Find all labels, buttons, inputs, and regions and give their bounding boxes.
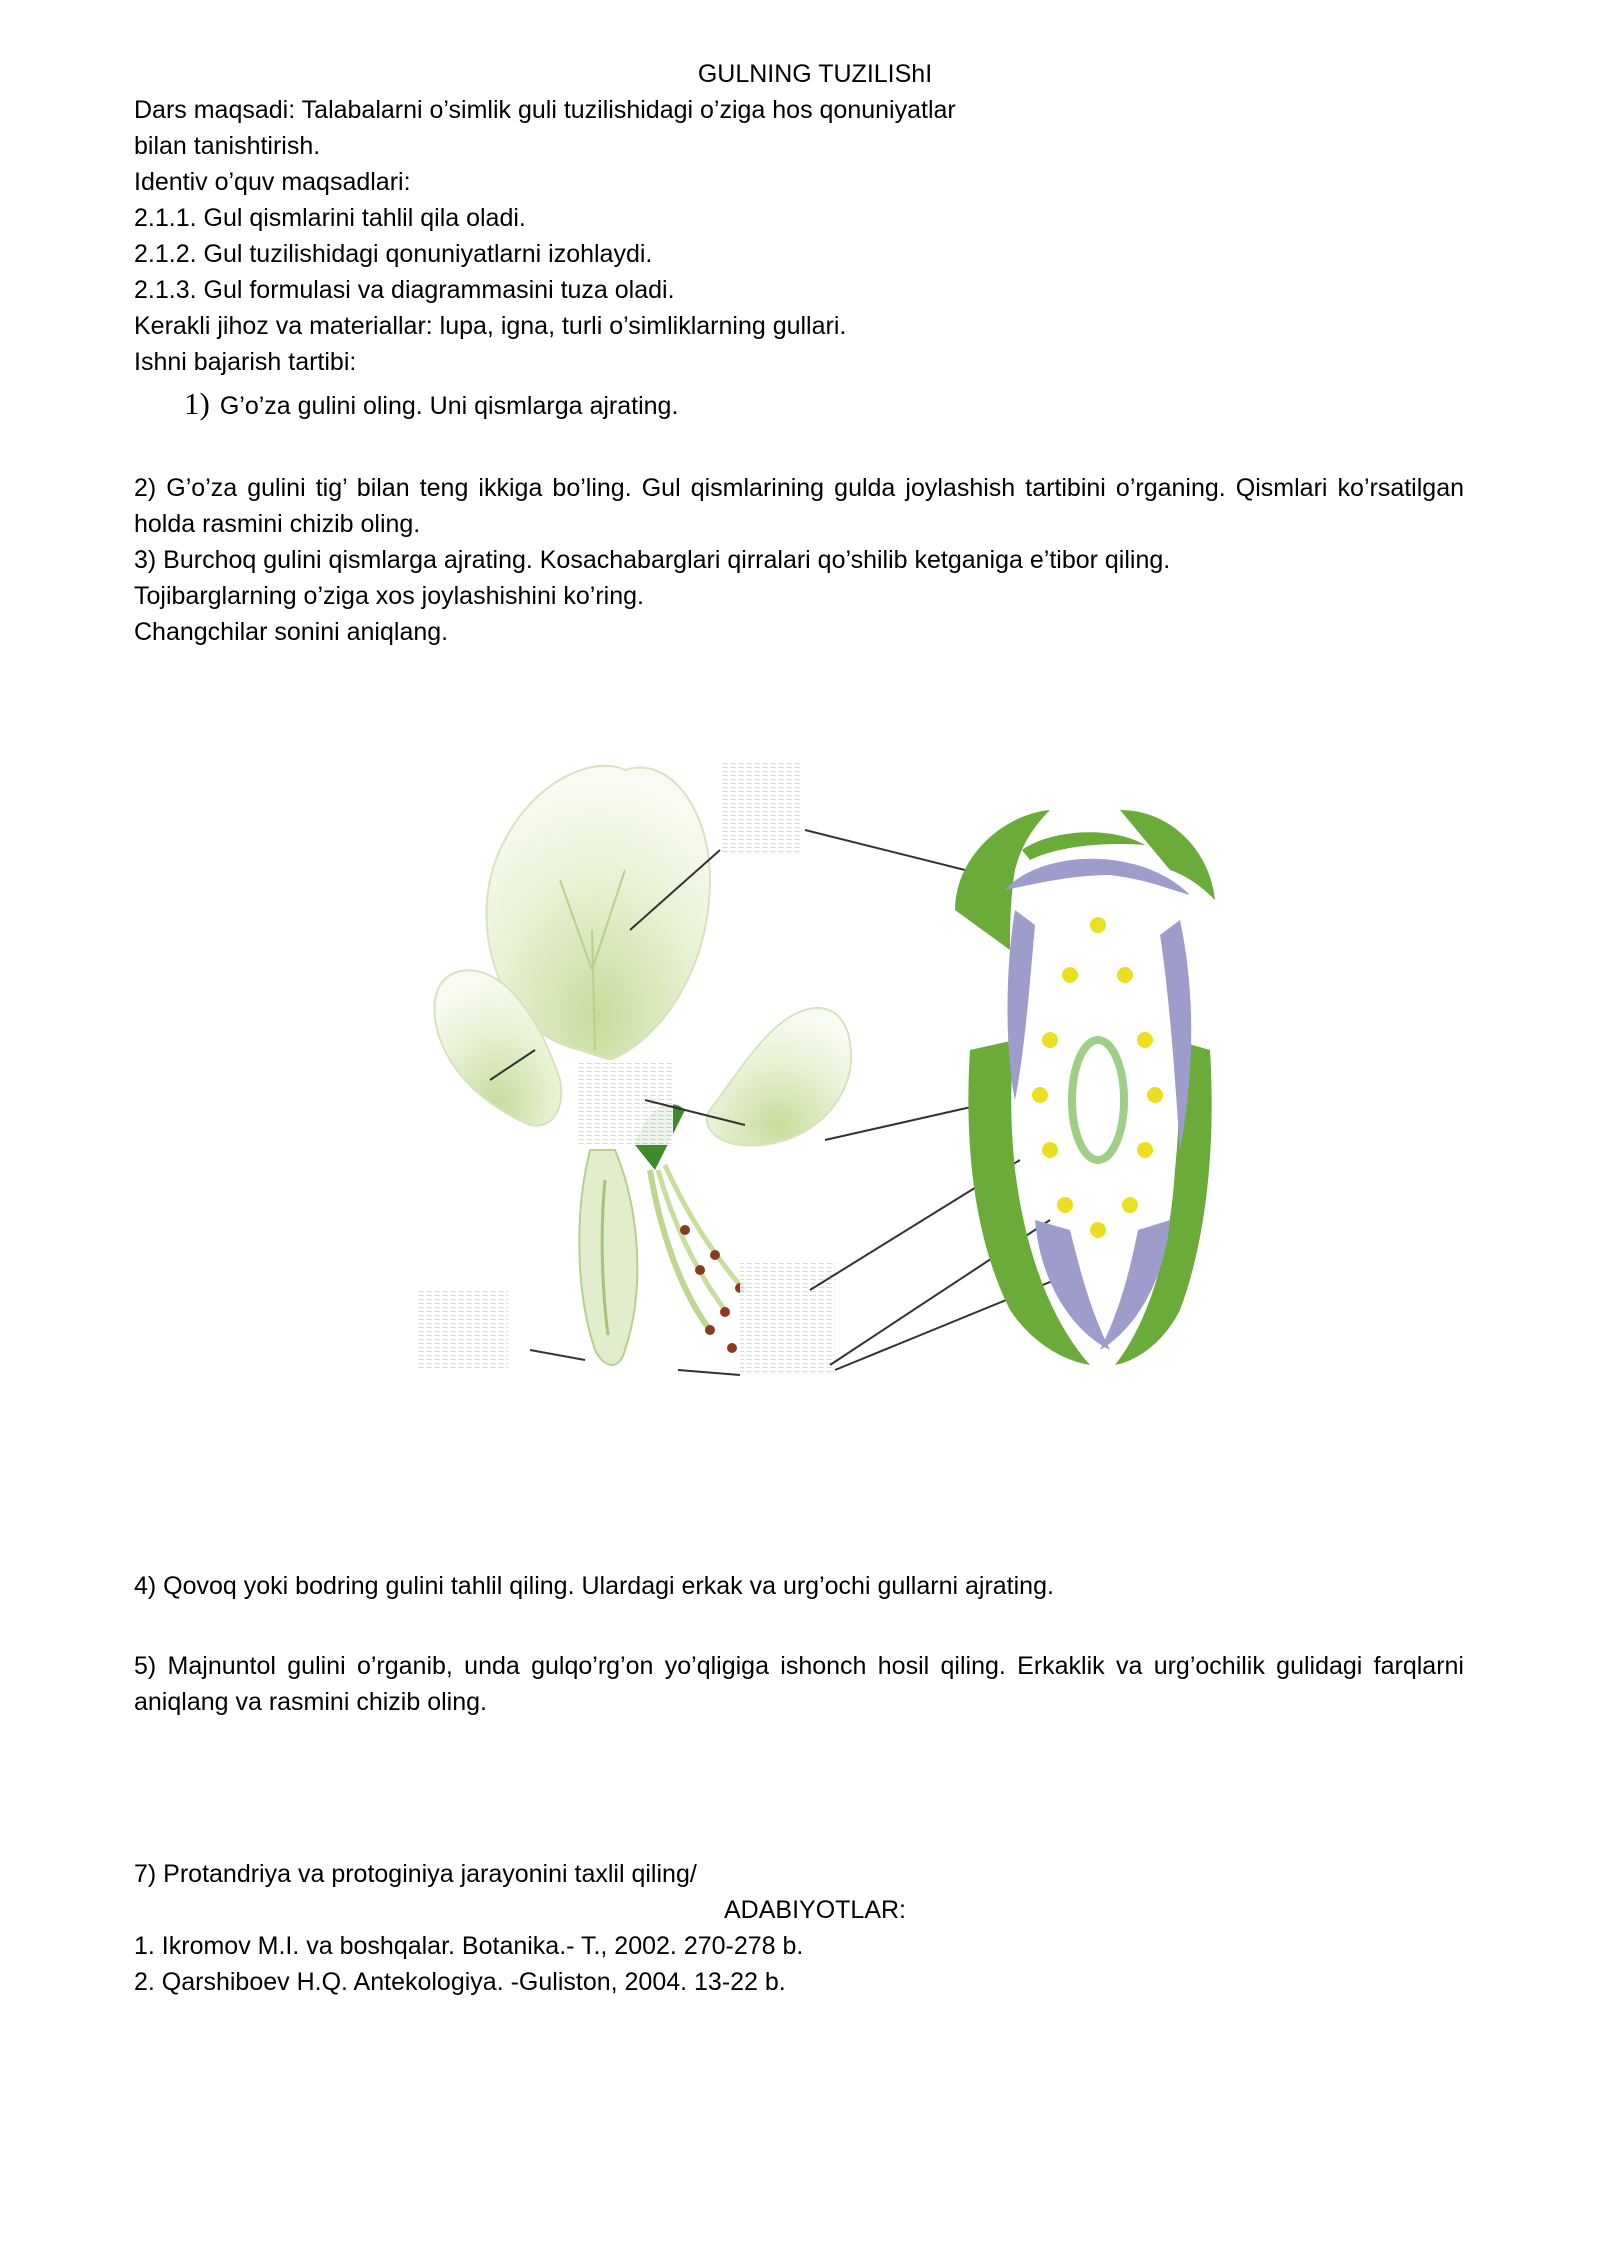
flower-structure-figure bbox=[410, 750, 1230, 1430]
step-2: 2) G’o’za gulini tig’ bilan teng ikkiga bo’ling. Gul qismlarining gulda joylashish tartibini o’rganing. Qismlari ko’rsatilgan holda rasmini chizib oling. bbox=[134, 474, 1464, 538]
label-blot-3 bbox=[418, 1290, 508, 1370]
step-3-line-1: 3) Burchoq gulini qismlarga ajrating. Kosachabarglari qirralari qo’shilib ketganiga e’tibor qiling. bbox=[134, 546, 1171, 574]
step-7: 7) Protandriya va protoginiya jarayonini taxlil qiling/ bbox=[134, 1860, 697, 1888]
literature-heading: ADABIYOTLAR: bbox=[724, 1896, 906, 1924]
label-blot-1 bbox=[720, 760, 800, 855]
goal-line-2: bilan tanishtirish. bbox=[134, 132, 321, 160]
page-title: GULNING TUZILIShI bbox=[697, 60, 933, 88]
step-1-text: G’o’za gulini oling. Uni qismlarga ajrating. bbox=[219, 392, 679, 420]
step-3-line-2: Tojibarglarning o’ziga xos joylashishini ko’ring. bbox=[134, 582, 644, 610]
label-blot-4 bbox=[740, 1260, 835, 1375]
literature-item-2: 2. Qarshiboev H.Q. Antekologiya. -Guliston, 2004. 13-22 b. bbox=[134, 1968, 786, 1996]
right-wing-petal bbox=[707, 1008, 851, 1145]
step-1 bbox=[184, 386, 678, 424]
objective-3: 2.1.3. Gul formulasi va diagrammasini tuza oladi. bbox=[134, 276, 675, 304]
goal-line-1: Dars maqsadi: Talabalarni o’simlik guli tuzilishidagi o’ziga hos qonuniyatlar bbox=[134, 96, 956, 124]
objective-2: 2.1.2. Gul tuzilishidagi qonuniyatlarni izohlaydi. bbox=[134, 240, 653, 268]
objective-1: 2.1.1. Gul qismlarini tahlil qila oladi. bbox=[134, 204, 526, 232]
procedure-heading: Ishni bajarish tartibi: bbox=[134, 348, 357, 376]
materials-line: Kerakli jihoz va materiallar: lupa, igna, turli o’simliklarning gullari. bbox=[134, 312, 847, 340]
step-3-line-3: Changchilar sonini aniqlang. bbox=[134, 618, 449, 646]
step-1-number: 1) bbox=[184, 386, 210, 421]
literature-item-1: 1. Ikromov M.I. va boshqalar. Botanika.- T., 2002. 270-278 b. bbox=[134, 1932, 804, 1960]
identiv-heading: Identiv o’quv maqsadlari: bbox=[134, 168, 411, 196]
floral-diagram bbox=[955, 810, 1215, 1365]
step-4: 4) Qovoq yoki bodring gulini tahlil qiling. Ulardagi erkak va urg’ochi gullarni ajrating. bbox=[134, 1572, 1054, 1600]
step-5: 5) Majnuntol gulini o’rganib, unda gulqo’rg’on yo’qligiga ishonch hosil qiling. Erkaklik va urg’ochilik gulidagi farqlarni aniqlang va rasmini chizib oling. bbox=[134, 1652, 1464, 1716]
